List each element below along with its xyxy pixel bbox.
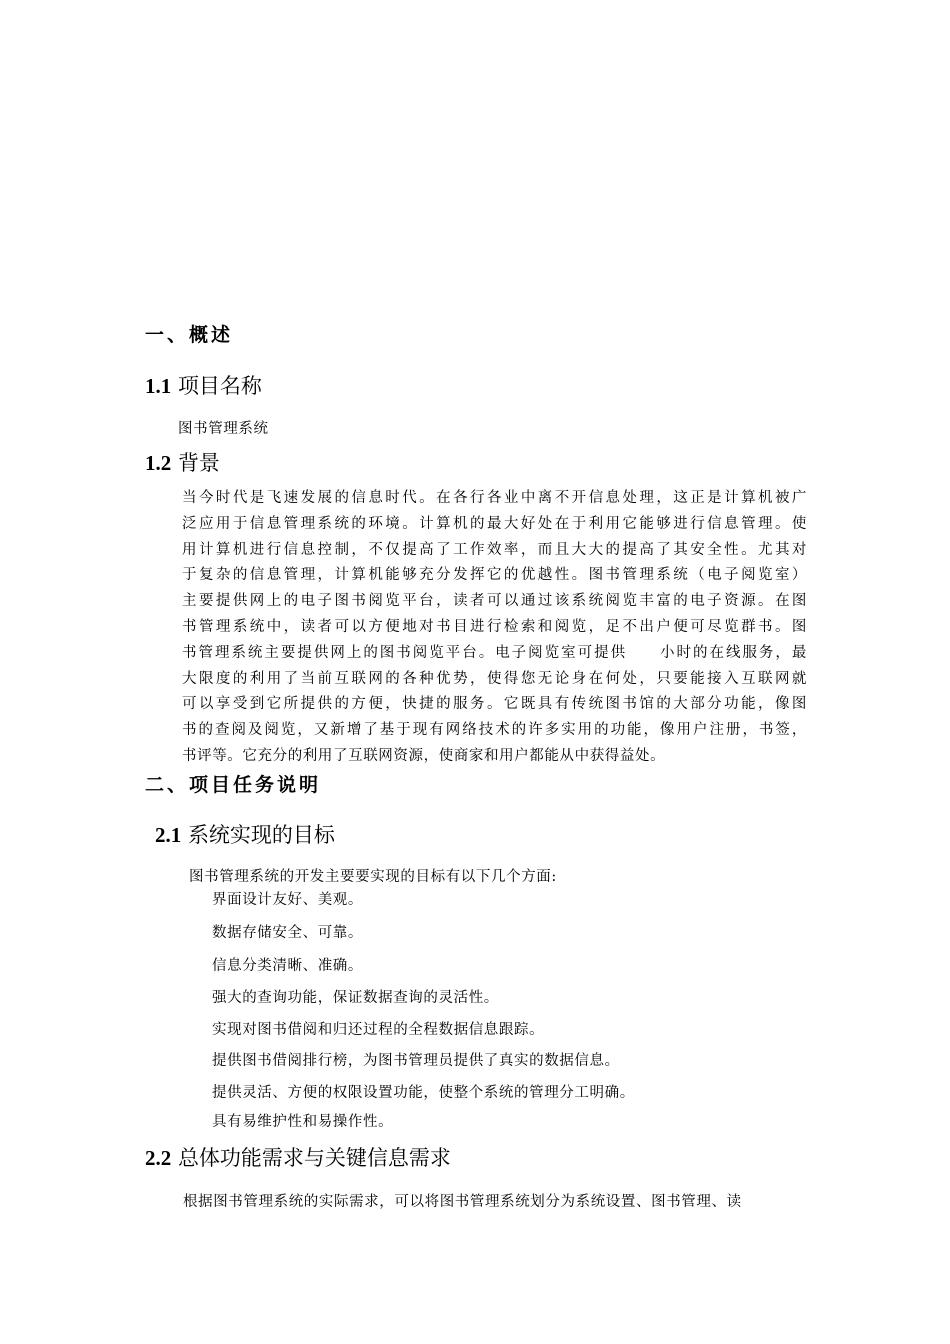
- subsection-number: 1.1: [145, 374, 172, 398]
- list-item: 具有易维护性和易操作性。: [212, 1114, 394, 1130]
- paragraph-line: 泛应用于信息管理系统的环境。计算机的最大好处在于利用它能够进行信息管理。使: [182, 515, 807, 532]
- subsection-heading-background: [145, 447, 220, 477]
- subsection-title: 系统实现的目标: [187, 823, 335, 847]
- paragraph-line: 书管理系统主要提供网上的图书阅览平台。电子阅览室可提供 小时的在线服务，最: [182, 644, 807, 661]
- paragraph-line: 于复杂的信息管理，计算机能够充分发挥它的优越性。图书管理系统（电子阅览室）: [182, 567, 807, 584]
- paragraph-line: 书管理系统中，读者可以方便地对书目进行检索和阅览，足不出户便可尽览群书。图: [182, 618, 807, 635]
- subsection-number: 2.2: [145, 1146, 172, 1170]
- list-item: 提供灵活、方便的权限设置功能，使整个系统的管理分工明确。: [212, 1085, 635, 1101]
- subsection-heading-system-goals: [155, 819, 335, 849]
- subsection-number: 2.1: [155, 823, 182, 847]
- requirements-paragraph: 根据图书管理系统的实际需求，可以将图书管理系统划分为系统设置、图书管理、读: [183, 1194, 742, 1210]
- subsection-title: 背景: [177, 451, 220, 475]
- list-item: 强大的查询功能，保证数据查询的灵活性。: [212, 990, 499, 1006]
- section-heading-overview: 一、概述: [145, 324, 234, 346]
- paragraph-line: 大限度的利用了当前互联网的各种优势，使得您无论身在何处，只要能接入互联网就: [182, 670, 807, 687]
- subsection-heading-project-name: [145, 370, 262, 400]
- paragraph-line: 用计算机进行信息控制，不仅提高了工作效率，而且大大的提高了其安全性。尤其对: [182, 541, 807, 558]
- list-item: 数据存储安全、可靠。: [212, 925, 363, 941]
- list-item: 提供图书借阅排行榜，为图书管理员提供了真实的数据信息。: [212, 1053, 620, 1069]
- paragraph-line: 当今时代是飞速发展的信息时代。在各行各业中离不开信息处理，这正是计算机被广: [182, 490, 807, 506]
- paragraph-line: 书评等。它充分的利用了互联网资源，使商家和用户都能从中获得益处。: [182, 747, 666, 764]
- subsection-number: 1.2: [145, 451, 172, 475]
- list-item: 信息分类清晰、准确。: [212, 958, 363, 974]
- paragraph-line: 可以享受到它所提供的方便，快捷的服务。它既具有传统图书馆的大部分功能，像图: [182, 696, 807, 713]
- list-item: 实现对图书借阅和归还过程的全程数据信息跟踪。: [212, 1022, 545, 1038]
- section-heading-task-description: 二、项目任务说明: [145, 774, 322, 796]
- paragraph-line: 主要提供网上的电子图书阅览平台，读者可以通过该系统阅览丰富的电子资源。在图: [182, 593, 807, 610]
- paragraph-line: 书的查阅及阅览，又新增了基于现有网络技术的许多实用的功能，像用户注册，书签，: [182, 722, 807, 739]
- goals-intro: 图书管理系统的开发主要要实现的目标有以下几个方面:: [189, 869, 557, 885]
- subsection-title: 项目名称: [177, 374, 262, 398]
- subsection-heading-functional-requirements: [145, 1142, 451, 1172]
- project-name-text: 图书管理系统: [178, 421, 269, 437]
- background-paragraph: [182, 486, 807, 770]
- list-item: 界面设计友好、美观。: [212, 892, 363, 908]
- subsection-title: 总体功能需求与关键信息需求: [177, 1146, 451, 1170]
